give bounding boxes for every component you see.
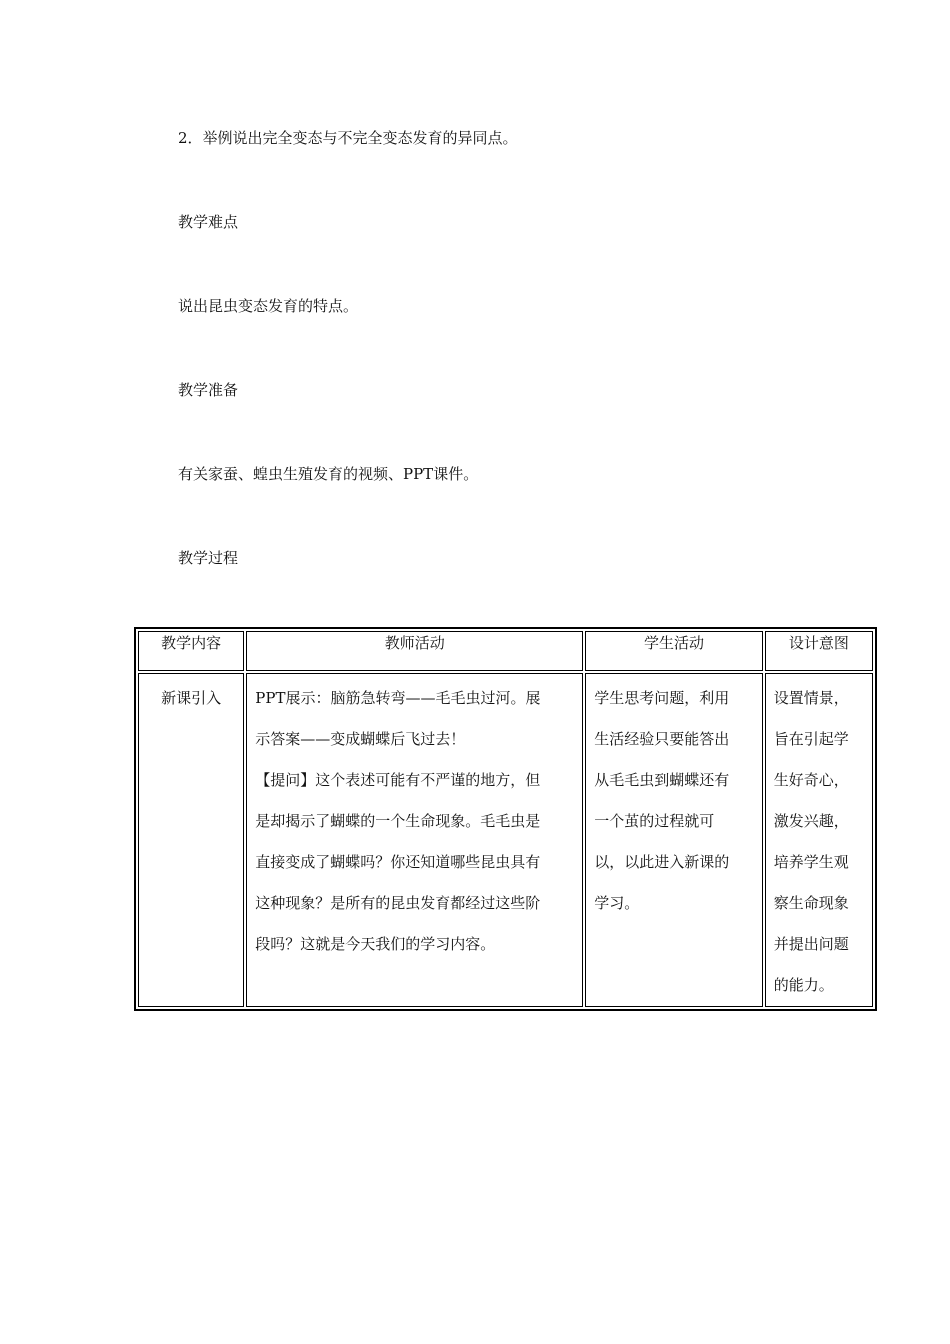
- teacher-line: 示答案——变成蝴蝶后飞过去！: [255, 730, 466, 748]
- teacher-line: 是却揭示了蝴蝶的一个生命现象。毛毛虫是: [255, 812, 541, 830]
- heading-teaching-difficulty: 教学难点: [178, 213, 239, 231]
- table-header-row: [138, 631, 873, 671]
- teacher-line: 【提问】这个表述可能有不严谨的地方，但: [255, 771, 541, 789]
- content-text: 新课引入: [161, 689, 222, 707]
- cell-content: [138, 673, 244, 1007]
- design-line: 生好奇心，: [773, 771, 849, 789]
- design-line: 设置情景，: [773, 689, 849, 707]
- design-line: 的能力。: [773, 976, 834, 994]
- paragraph-objective-2: 2．举例说出完全变态与不完全变态发育的异同点。: [178, 129, 518, 147]
- teacher-line: PPT展示：脑筋急转弯——毛毛虫过河。展: [255, 689, 541, 707]
- table-row: [138, 673, 873, 1007]
- design-line: 激发兴趣，: [773, 812, 849, 830]
- header-student-activity: 学生活动: [585, 631, 762, 671]
- student-line: 学生思考问题，利用: [594, 689, 730, 707]
- paragraph-difficulty: 说出昆虫变态发育的特点。: [178, 297, 359, 315]
- heading-teaching-preparation: 教学准备: [178, 381, 239, 399]
- heading-teaching-process: 教学过程: [178, 549, 239, 567]
- design-line: 察生命现象: [773, 894, 849, 912]
- cell-teacher-activity: [246, 673, 583, 1007]
- student-line: 学习。: [594, 894, 640, 912]
- paragraph-preparation: 有关家蚕、蝗虫生殖发育的视频、PPT课件。: [178, 465, 479, 483]
- header-content: 教学内容: [138, 631, 244, 671]
- student-line: 从毛毛虫到蝴蝶还有: [594, 771, 730, 789]
- teacher-line: 直接变成了蝴蝶吗？你还知道哪些昆虫具有: [255, 853, 541, 871]
- student-line: 一个茧的过程就可: [594, 812, 715, 830]
- header-design-intent: 设计意图: [765, 631, 873, 671]
- header-teacher-activity: 教师活动: [246, 631, 583, 671]
- student-line: 生活经验只要能答出: [594, 730, 730, 748]
- teacher-line: 这种现象？是所有的昆虫发育都经过这些阶: [255, 894, 541, 912]
- cell-design-intent: [765, 673, 873, 1007]
- cell-student-activity: [585, 673, 762, 1007]
- student-line: 以，以此进入新课的: [594, 853, 730, 871]
- design-line: 并提出问题: [773, 935, 849, 953]
- teacher-line: 段吗？这就是今天我们的学习内容。: [255, 935, 496, 953]
- design-line: 培养学生观: [773, 853, 849, 871]
- design-line: 旨在引起学: [773, 730, 849, 748]
- lesson-table: [134, 627, 877, 1011]
